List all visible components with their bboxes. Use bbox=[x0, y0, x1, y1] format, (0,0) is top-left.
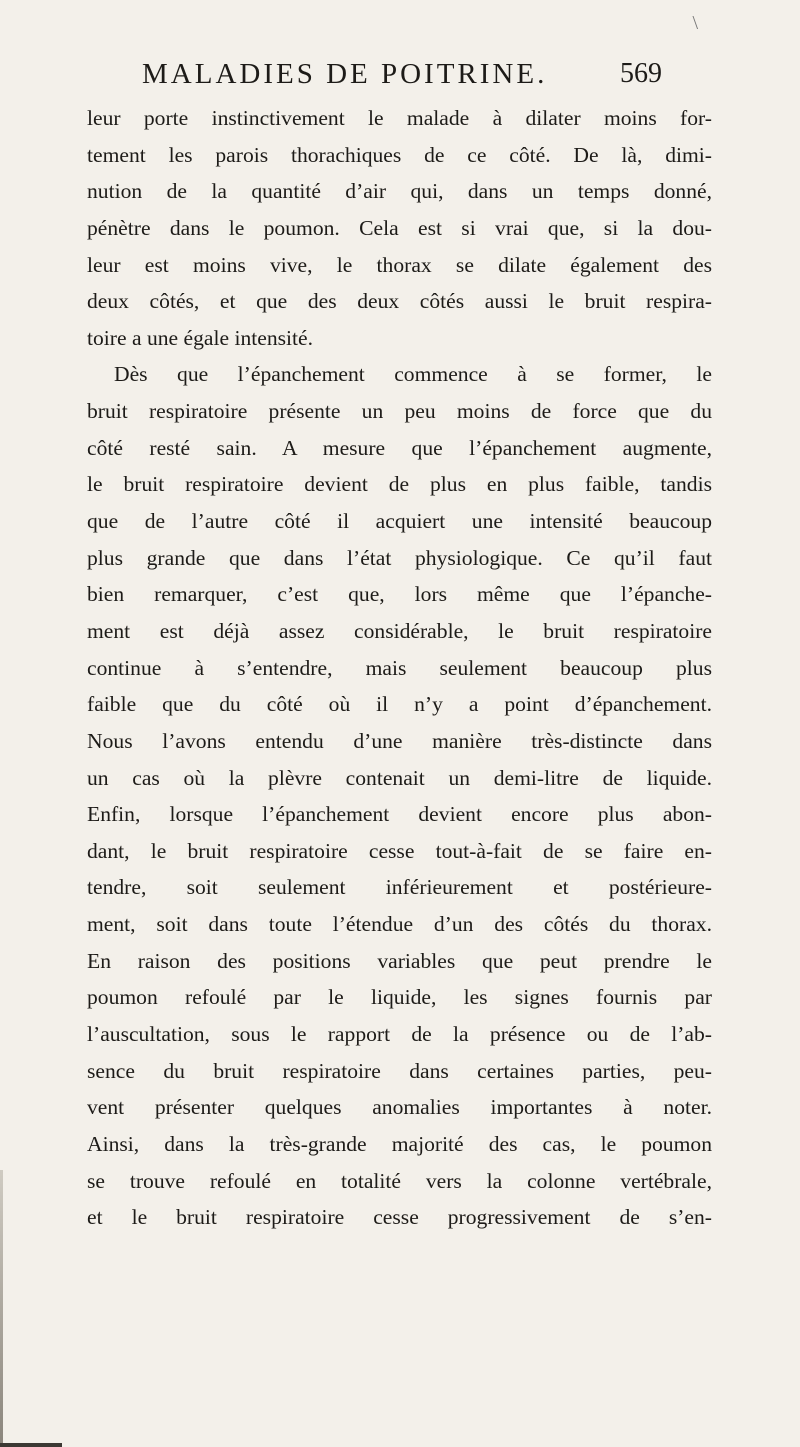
page-number: 569 bbox=[620, 58, 662, 89]
text-line: ment, soit dans toute l’étendue d’un des côtés du thorax. bbox=[87, 912, 712, 937]
text-line: deux côtés, et que des deux côtés aussi le bruit respira- bbox=[87, 289, 712, 314]
text-line: l’auscultation, sous le rapport de la présence ou de l’ab- bbox=[87, 1022, 712, 1047]
text-line: et le bruit respiratoire cesse progressivement de s’en- bbox=[87, 1205, 712, 1230]
text-line: pénètre dans le poumon. Cela est si vrai que, si la dou- bbox=[87, 215, 712, 240]
text-line: tendre, soit seulement inférieurement et postérieure- bbox=[87, 875, 712, 900]
text-line: dant, le bruit respiratoire cesse tout-à-fait de se faire en- bbox=[87, 838, 712, 863]
text-line: Dès que l’épanchement commence à se former, le bbox=[114, 362, 712, 387]
text-line: bien remarquer, c’est que, lors même que l’épanche- bbox=[87, 582, 712, 607]
text-line: côté resté sain. A mesure que l’épanchement augmente, bbox=[87, 435, 712, 460]
page-edge-corner bbox=[0, 1443, 62, 1447]
text-line: plus grande que dans l’état physiologique. Ce qu’il faut bbox=[87, 545, 712, 570]
text-line: leur porte instinctivement le malade à dilater moins for- bbox=[87, 106, 712, 130]
running-head-title: MALADIES DE POITRINE. bbox=[142, 58, 548, 90]
margin-mark: \ bbox=[692, 12, 698, 34]
text-line: leur est moins vive, le thorax se dilate également des bbox=[87, 252, 712, 277]
text-line: un cas où la plèvre contenait un demi-litre de liquide. bbox=[87, 765, 712, 790]
text-line: Enfin, lorsque l’épanchement devient encore plus abon- bbox=[87, 802, 712, 827]
text-line: faible que du côté où il n’y a point d’épanchement. bbox=[87, 692, 712, 717]
text-line: nution de la quantité d’air qui, dans un temps donné, bbox=[87, 179, 712, 204]
text-line: vent présenter quelques anomalies importantes à noter. bbox=[87, 1095, 712, 1120]
text-line: Ainsi, dans la très-grande majorité des cas, le poumon bbox=[87, 1131, 712, 1156]
text-line: le bruit respiratoire devient de plus en plus faible, tandis bbox=[87, 472, 712, 497]
text-line: que de l’autre côté il acquiert une intensité beaucoup bbox=[87, 509, 712, 534]
text-line: Nous l’avons entendu d’une manière très-distincte dans bbox=[87, 728, 712, 753]
text-line: sence du bruit respiratoire dans certaines parties, peu- bbox=[87, 1058, 712, 1083]
text-line: En raison des positions variables que peut prendre le bbox=[87, 948, 712, 973]
page-edge-shadow bbox=[0, 1170, 3, 1447]
text-line: bruit respiratoire présente un peu moins de force que du bbox=[87, 399, 712, 424]
running-head bbox=[142, 58, 662, 98]
body-text bbox=[87, 100, 712, 1236]
text-line: ment est déjà assez considérable, le bruit respiratoire bbox=[87, 618, 712, 643]
text-line: toire a une égale intensité. bbox=[87, 325, 314, 350]
text-line: poumon refoulé par le liquide, les signes fournis par bbox=[87, 985, 712, 1010]
text-line: se trouve refoulé en totalité vers la colonne vertébrale, bbox=[87, 1168, 712, 1193]
text-line: tement les parois thorachiques de ce côté. De là, dimi- bbox=[87, 142, 712, 167]
text-line: continue à s’entendre, mais seulement beaucoup plus bbox=[87, 655, 712, 680]
